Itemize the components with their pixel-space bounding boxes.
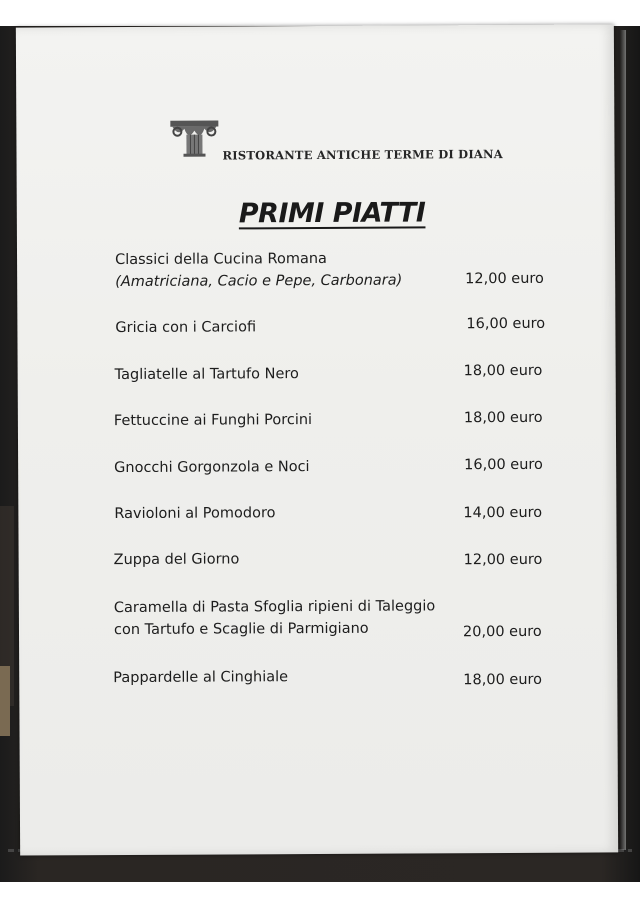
dish-price: 14,00 euro	[463, 504, 543, 522]
dish-price: 18,00 euro	[463, 409, 543, 427]
dish-description: con Tartufo e Scaglie di Parmigiano	[113, 620, 369, 639]
menu-item	[114, 502, 275, 525]
dish-price: 16,00 euro	[464, 456, 543, 474]
dish-name: Classici della Cucina Romana	[115, 250, 327, 269]
dish-name: Caramella di Pasta Sfoglia ripieni di Taleggio	[113, 598, 436, 617]
dish-name: Tagliatelle al Tartufo Nero	[114, 366, 299, 384]
dish-name: Pappardelle al Cinghiale	[113, 669, 289, 687]
menu-item	[115, 248, 402, 294]
dish-price: 18,00 euro	[463, 362, 543, 380]
menu-item	[114, 409, 312, 432]
menu-item	[114, 456, 310, 479]
dish-price: 20,00 euro	[462, 623, 542, 641]
dish-name: Gricia con i Carciofi	[115, 319, 257, 337]
menu-item	[115, 363, 299, 386]
menu-page	[16, 24, 618, 855]
menu-item	[113, 666, 288, 689]
dish-description: (Amatriciana, Cacio e Pepe, Carbonara)	[115, 272, 403, 291]
section-title: PRIMI PIATTI	[238, 197, 426, 230]
restaurant-name: RISTORANTE ANTICHE TERME DI DIANA	[222, 147, 503, 163]
dish-price: 18,00 euro	[463, 671, 543, 689]
menu-header	[168, 117, 503, 167]
folder-tab	[0, 666, 10, 736]
dish-price: 12,00 euro	[465, 270, 544, 288]
menu-item	[114, 595, 436, 641]
dish-name: Gnocchi Gorgonzola e Noci	[114, 459, 310, 477]
column-capital-icon	[168, 119, 220, 159]
dish-price: 12,00 euro	[463, 551, 543, 569]
dish-name: Zuppa del Giorno	[113, 551, 240, 569]
plastic-sleeve-edge	[620, 30, 626, 850]
dish-price: 16,00 euro	[466, 315, 546, 333]
dish-name: Fettuccine ai Funghi Porcini	[113, 412, 313, 430]
dish-name: Ravioloni al Pomodoro	[114, 505, 276, 523]
menu-item	[115, 316, 256, 339]
menu-item	[114, 548, 240, 571]
